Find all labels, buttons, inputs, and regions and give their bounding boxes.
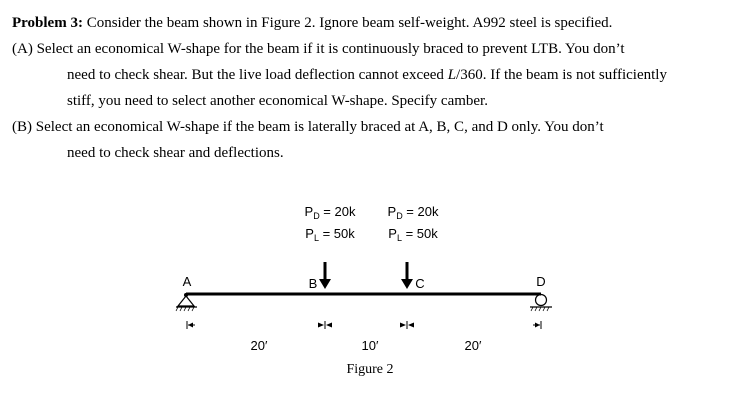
load-arrow-b [319, 262, 331, 289]
load-c-live: $P_L = 50k$ [388, 226, 438, 243]
point-label-b: B [308, 276, 318, 291]
load-c-dead: $P_D = 20k$ [387, 204, 439, 221]
span-ab-label: 20′ [250, 338, 268, 353]
part-a-line-2-end: /360. If the beam is not sufficiently [456, 67, 667, 83]
part-b-line-2: need to check shear and deflections. [67, 145, 284, 161]
point-label-a: A [182, 274, 192, 289]
problem-heading: Problem 3: [12, 15, 83, 31]
dimension-ticks [187, 321, 541, 329]
load-arrow-c [401, 262, 413, 289]
part-a-span-variable: L [447, 67, 457, 83]
roller-support-d [530, 295, 552, 312]
part-a-line-1: (A) Select an economical W-shape for the beam if it is continuously braced to prevent LTB. You don’t [12, 41, 625, 57]
part-a-line-3: stiff, you need to select another economical W-shape. Specify camber. [67, 93, 488, 109]
span-bc-label: 10′ [361, 338, 379, 353]
load-b-live: $P_L = 50k$ [305, 226, 355, 243]
load-b-dead: $P_D = 20k$ [304, 204, 356, 221]
figure-caption: Figure 2 [346, 362, 394, 377]
point-label-c: C [415, 276, 425, 291]
part-a-line-2-start: need to check shear. But the live load deflection cannot exceed [67, 67, 448, 83]
part-b-line-1: (B) Select an economical W-shape if the beam is laterally braced at A, B, C, and D only. You don’t [12, 119, 604, 135]
point-label-d: D [536, 274, 546, 289]
span-cd-label: 20′ [464, 338, 482, 353]
problem-intro: Consider the beam shown in Figure 2. Ignore beam self-weight. A992 steel is specified. [82, 15, 613, 31]
pin-support-a [176, 293, 197, 311]
